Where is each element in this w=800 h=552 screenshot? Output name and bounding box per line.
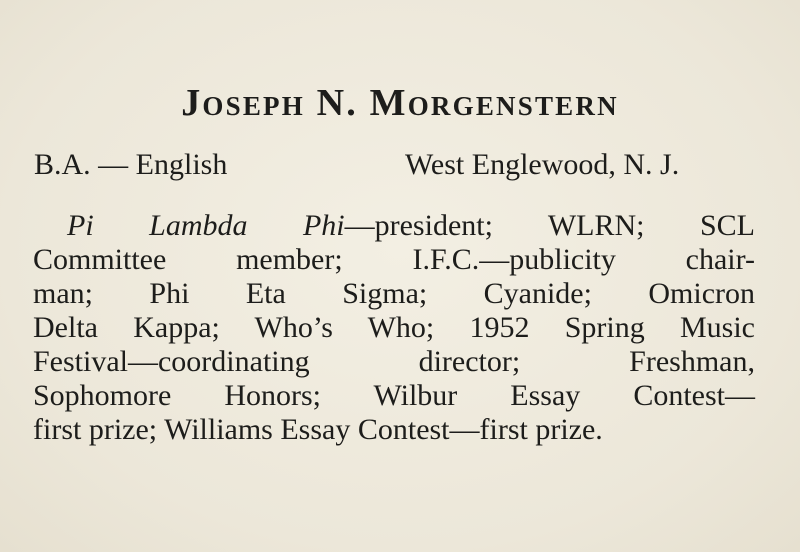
activities-line: man; Phi Eta Sigma; Cyanide; Omicron	[33, 277, 755, 310]
activities-paragraph	[33, 209, 755, 447]
activities-line: Delta Kappa; Who’s Who; 1952 Spring Music	[33, 311, 755, 344]
activities-line: Committee member; I.F.C.—publicity chair-	[33, 243, 755, 276]
degree-major: B.A. — English	[34, 148, 228, 181]
hometown: West Englewood, N. J.	[405, 148, 680, 181]
activities-line: Festival—coordinating director; Freshman,	[33, 345, 755, 378]
activities-text: —president; WLRN; SCL	[344, 209, 755, 242]
activities-line: Sophomore Honors; Wilbur Essay Contest—	[33, 379, 755, 412]
activities-line: first prize; Williams Essay Contest—first prize.	[33, 413, 603, 446]
activities-line	[33, 209, 755, 243]
student-name: Joseph N. Morgenstern	[181, 82, 619, 124]
fraternity-name: Pi Lambda Phi	[67, 209, 345, 242]
